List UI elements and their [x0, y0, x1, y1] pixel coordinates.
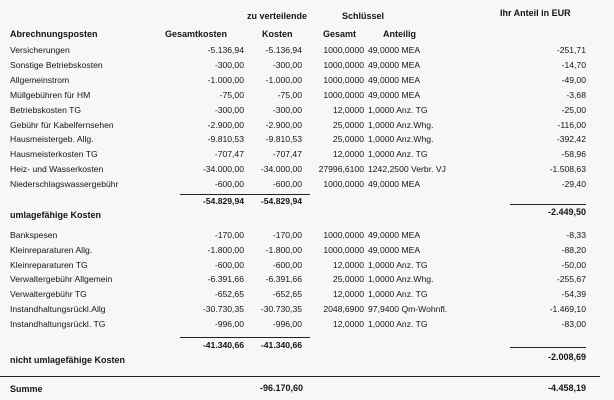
cell-anteil: -8,33 [566, 230, 586, 240]
cell-gesamt: 1000,0000 [323, 179, 364, 190]
cell-anteilig: 1,0000 Anz. TG [368, 318, 428, 329]
cell-anteil: -1.508,63 [549, 164, 586, 175]
cell-gesamt: 12,0000 [332, 104, 364, 115]
cell-posten: Bankspesen [10, 230, 58, 240]
section1-total-rule [510, 204, 586, 205]
cell-anteil: -83,00 [561, 318, 586, 329]
cell-kosten: -6.391,66 [265, 274, 302, 285]
cell-posten: Versicherungen [10, 45, 70, 55]
cell-gesamtkosten: -170,00 [214, 230, 244, 240]
cell-posten: Niederschlagswassergebühr [10, 179, 119, 190]
cell-gesamtkosten: -600,00 [214, 179, 244, 190]
cell-anteilig: 49,0000 MEA [368, 179, 421, 190]
cell-posten: Müllgebühren für HM [10, 89, 91, 100]
cell-gesamtkosten: -34.000,00 [202, 164, 244, 175]
cell-gesamtkosten: -652,65 [214, 289, 244, 300]
cell-gesamtkosten: -1.800,00 [207, 244, 244, 255]
cell-gesamtkosten: -5.136,94 [207, 45, 244, 55]
header-zu-verteilende: zu verteilende [247, 11, 308, 21]
cell-gesamt: 1000,0000 [323, 230, 364, 240]
cell-posten: Verwaltergebühr Allgemein [10, 274, 113, 285]
cell-posten: Instandhaltungsrückl.Allg [10, 304, 106, 314]
cell-gesamtkosten: -300,00 [214, 59, 244, 70]
cell-anteil: -54,39 [561, 289, 586, 300]
cell-gesamtkosten: -707,47 [214, 149, 244, 160]
cell-posten: Hausmeisterkosten TG [10, 149, 98, 160]
cell-anteilig: 1,0000 Anz. TG [368, 149, 428, 160]
cell-anteilig: 1,0000 Anz. TG [368, 104, 428, 115]
cell-kosten: -5.136,94 [265, 45, 302, 55]
cell-anteilig: 1,0000 Anz.Whg. [368, 119, 434, 130]
cell-anteil: -251,71 [556, 45, 586, 55]
cell-gesamtkosten: -300,00 [214, 104, 244, 115]
cell-kosten: -30.730,35 [260, 304, 302, 314]
cell-anteilig: 49,0000 MEA [368, 59, 421, 70]
section2-total-rule [510, 347, 586, 348]
cell-anteilig: 1,0000 Anz. TG [368, 259, 428, 270]
cell-gesamt: 1000,0000 [323, 45, 364, 55]
cell-anteilig: 49,0000 MEA [368, 74, 421, 85]
subtotal-rule-2 [180, 337, 310, 338]
section2-subtotal-gesamtkosten: -41.340,66 [202, 340, 244, 350]
cell-posten: Hausmeistergeb. Allg. [10, 134, 94, 145]
cell-anteilig: 97,9400 Qm-Wohnfl. [368, 304, 448, 314]
summe-anteil: -4.458,19 [547, 383, 586, 393]
cell-anteil: -255,67 [556, 274, 586, 285]
cell-posten: Betriebskosten TG [10, 104, 82, 115]
cell-posten: Kleinreparaturen TG [10, 259, 88, 270]
section2-subtotal-kosten: -41.340,66 [260, 340, 302, 350]
section2-total: -2.008,69 [547, 352, 586, 362]
section1-label: umlagefähige Kosten [10, 210, 102, 220]
subtotal-rule-1 [180, 194, 310, 195]
cell-gesamtkosten: -600,00 [214, 259, 244, 270]
cell-kosten: -2.900,00 [265, 119, 302, 130]
cell-kosten: -707,47 [272, 149, 302, 160]
cell-anteil: -392,42 [556, 134, 586, 145]
cell-kosten: -996,00 [272, 318, 302, 329]
cell-anteil: -116,00 [557, 119, 586, 130]
cell-kosten: -34.000,00 [260, 164, 302, 175]
section2-label: nicht umlagefähige Kosten [10, 355, 126, 365]
cell-gesamt: 2048,6900 [323, 304, 364, 314]
summe-rule [0, 376, 600, 377]
header-gesamt: Gesamt [323, 29, 357, 39]
header-schluessel: Schlüssel [342, 11, 385, 21]
cell-kosten: -170,00 [272, 230, 302, 240]
summe-kosten: -96.170,60 [259, 383, 303, 393]
cell-posten: Instandhaltungsrückl. TG [10, 318, 106, 329]
cell-gesamtkosten: -996,00 [214, 318, 244, 329]
cell-gesamt: 1000,0000 [323, 244, 364, 255]
cell-gesamtkosten: -9.810,53 [207, 134, 244, 145]
cell-posten: Sonstige Betriebskosten [10, 59, 103, 70]
cell-posten: Heiz- und Wasserkosten [10, 164, 104, 175]
cell-anteilig: 1242,2500 Verbr. VJ [368, 164, 446, 175]
cell-anteil: -3,68 [566, 89, 586, 100]
cell-kosten: -1.000,00 [265, 74, 302, 85]
cell-anteil: -25,00 [561, 104, 586, 115]
header-ihr-anteil: Ihr Anteil in EUR [500, 8, 571, 18]
cell-gesamt: 12,0000 [332, 289, 364, 300]
cell-kosten: -300,00 [272, 104, 302, 115]
section1-total: -2.449,50 [547, 207, 586, 217]
cell-gesamt: 12,0000 [332, 318, 364, 329]
cell-anteilig: 49,0000 MEA [368, 244, 421, 255]
header-anteilig: Anteilig [383, 29, 416, 39]
cell-posten: Verwaltergebühr TG [10, 289, 87, 300]
cell-gesamt: 25,0000 [332, 134, 364, 145]
cell-anteil: -49,00 [561, 74, 586, 85]
cell-kosten: -1.800,00 [265, 244, 302, 255]
cell-gesamtkosten: -75,00 [219, 89, 244, 100]
cell-kosten: -652,65 [272, 289, 302, 300]
cell-kosten: -300,00 [272, 59, 302, 70]
cell-anteilig: 1,0000 Anz.Whg. [368, 134, 434, 145]
cell-kosten: -75,00 [277, 89, 302, 100]
summe-label: Summe [10, 384, 43, 394]
header-kosten: Kosten [262, 29, 293, 39]
cell-gesamt: 27996,6100 [318, 164, 364, 175]
section1-subtotal-gesamtkosten: -54.829,94 [202, 196, 244, 206]
header-abrechnungsposten: Abrechnungsposten [10, 29, 98, 39]
cell-gesamtkosten: -2.900,00 [207, 119, 244, 130]
cell-kosten: -9.810,53 [265, 134, 302, 145]
cell-anteilig: 49,0000 MEA [368, 45, 421, 55]
cell-anteil: -14,70 [561, 59, 586, 70]
cell-kosten: -600,00 [272, 179, 302, 190]
cell-anteil: -29,40 [561, 179, 586, 190]
cell-anteil: -1.469,10 [549, 304, 586, 314]
cell-anteil: -50,00 [561, 259, 586, 270]
cell-gesamt: 12,0000 [332, 149, 364, 160]
cell-anteilig: 1,0000 Anz. TG [368, 289, 428, 300]
cell-gesamtkosten: -30.730,35 [202, 304, 244, 314]
cell-gesamt: 1000,0000 [323, 74, 364, 85]
cell-kosten: -600,00 [272, 259, 302, 270]
cell-anteilig: 49,0000 MEA [368, 230, 421, 240]
header-gesamtkosten: Gesamtkosten [165, 29, 228, 39]
cell-gesamt: 1000,0000 [323, 89, 364, 100]
cell-gesamt: 25,0000 [332, 119, 364, 130]
cell-gesamt: 12,0000 [332, 259, 364, 270]
cell-gesamt: 1000,0000 [323, 59, 364, 70]
cell-gesamtkosten: -1.000,00 [207, 74, 244, 85]
cell-anteil: -58,96 [561, 149, 586, 160]
cell-gesamtkosten: -6.391,66 [207, 274, 244, 285]
cell-posten: Gebühr für Kabelfernsehen [10, 119, 114, 130]
cell-anteil: -88,20 [561, 244, 586, 255]
cell-posten: Allgemeinstrom [10, 74, 70, 85]
cell-gesamt: 25,0000 [332, 274, 364, 285]
cell-posten: Kleinreparaturen Allg. [10, 244, 93, 255]
cell-anteilig: 49,0000 MEA [368, 89, 421, 100]
cell-anteilig: 1,0000 Anz.Whg. [368, 274, 434, 285]
section1-subtotal-kosten: -54.829,94 [260, 196, 302, 206]
